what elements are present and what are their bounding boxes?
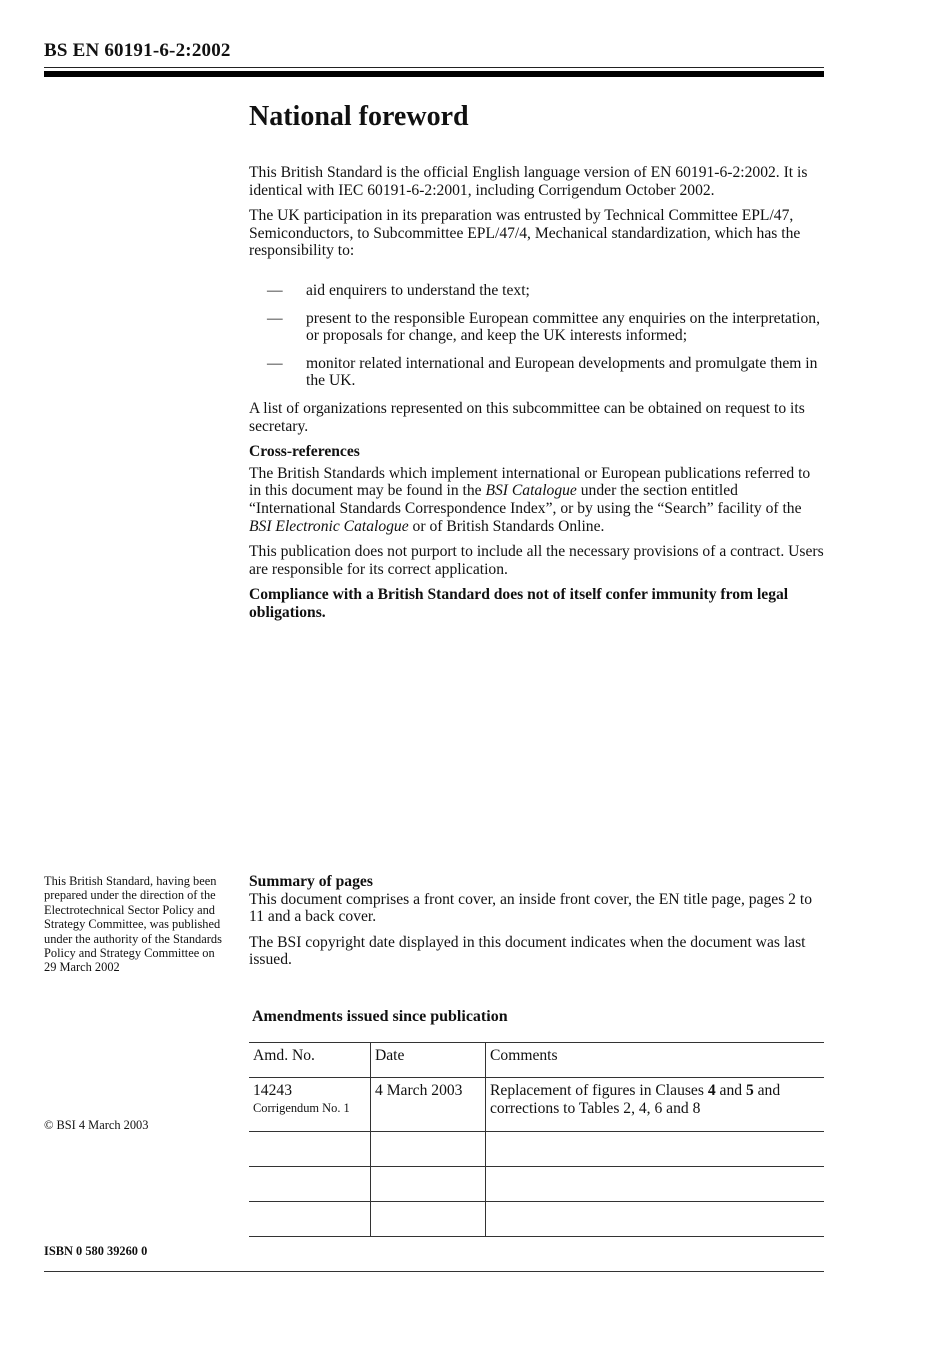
list-item — [249, 355, 824, 390]
comment-text: Replacement of figures in Clauses — [490, 1082, 708, 1099]
organizations-paragraph: A list of organizations represented on this subcommittee can be obtained on request to its secretary. — [249, 399, 805, 435]
empty-cell — [371, 1202, 486, 1237]
list-item — [249, 310, 824, 345]
empty-cell — [249, 1167, 371, 1202]
bsi-catalogue-title: BSI Catalogue — [485, 482, 577, 500]
footer-rule — [44, 1271, 824, 1272]
header-rule-thick — [44, 71, 824, 77]
amd-subtitle: Corrigendum No. 1 — [253, 1100, 350, 1115]
clause-number: 5 — [745, 1082, 754, 1099]
header-rule-thin — [44, 67, 824, 68]
list-item-text: monitor related international and European developments and promulgate them in the UK. — [306, 354, 818, 390]
empty-cell — [486, 1167, 825, 1202]
summary-heading: Summary of pages — [249, 873, 373, 890]
intro-paragraph-2: The UK participation in its preparation was entrusted by Technical Committee EPL/47, Semiconductors, to Subcommittee EPL/47/4, Mechanical standardization, which has the responsibility to: — [249, 207, 801, 260]
summary-paragraph-1: This document comprises a front cover, an inside front cover, the EN title page, pages 2 to 11 and a back cover. — [249, 890, 812, 926]
dash-bullet: — — [267, 354, 283, 372]
cross-ref-text: under the section entitled “International Standards Correspondence Index”, or by using the “Search” facility of the — [249, 482, 802, 517]
empty-cell — [371, 1132, 486, 1167]
amendments-title: Amendments issued since publication — [252, 1008, 508, 1025]
amd-number: 14243 — [253, 1082, 292, 1099]
cross-ref-text: The British Standards which implement international or European publications referred to in this document may be found in the — [249, 464, 811, 500]
table-row — [249, 1202, 824, 1237]
list-item — [249, 282, 824, 300]
list-item-text: aid enquirers to understand the text; — [306, 281, 530, 299]
clause-number: 4 — [707, 1082, 716, 1099]
date-cell: 4 March 2003 — [371, 1078, 486, 1132]
table-row — [249, 1078, 824, 1132]
table-row — [249, 1167, 824, 1202]
intro-paragraph-1: This British Standard is the official English language version of EN 60191-6-2:2002. It is identical with IEC 60191-6-2:2001, including Corrigendum October 2002. — [249, 164, 808, 199]
summary-paragraph-2: The BSI copyright date displayed in this document indicates when the document was last issued. — [249, 933, 806, 969]
approval-note: This British Standard, having been prepared under the direction of the Electrotechnical Sector Policy and Strategy Committee, was published under the authority of the Standards Policy and Strategy Committee on 29 March 2002 — [44, 874, 222, 975]
isbn: ISBN 0 580 39260 0 — [44, 1244, 148, 1258]
list-item-text: present to the responsible European committee any enquiries on the interpretation, or proposals for change, and keep the UK interests informed; — [306, 309, 820, 345]
foreword-body — [249, 164, 824, 629]
dash-bullet: — — [267, 281, 283, 299]
comments-cell — [486, 1078, 825, 1132]
copyright-note: © BSI 4 March 2003 — [44, 1118, 149, 1132]
cross-references-heading: Cross-references — [249, 443, 360, 461]
bsi-electronic-catalogue-title: BSI Electronic Catalogue — [249, 517, 409, 535]
compliance-statement: Compliance with a British Standard does not of itself confer immunity from legal obligations. — [249, 586, 789, 621]
comment-text: and — [715, 1082, 746, 1099]
contract-paragraph: This publication does not purport to include all the necessary provisions of a contract. Users are responsible for its correct application. — [249, 543, 824, 578]
column-header-comments: Comments — [486, 1043, 825, 1078]
empty-cell — [486, 1132, 825, 1167]
document-code: BS EN 60191-6-2:2002 — [44, 40, 231, 61]
comment-text: and corrections to Tables 2, 4, 6 and 8 — [490, 1082, 781, 1117]
responsibility-list — [249, 282, 824, 390]
column-header-date: Date — [371, 1043, 486, 1078]
cross-ref-text: or of British Standards Online. — [408, 517, 605, 535]
amd-no-cell — [249, 1078, 371, 1132]
page-title: National foreword — [249, 101, 469, 132]
empty-cell — [249, 1132, 371, 1167]
table-row — [249, 1132, 824, 1167]
empty-cell — [371, 1167, 486, 1202]
empty-cell — [249, 1202, 371, 1237]
dash-bullet: — — [267, 309, 283, 327]
amendments-table — [249, 1042, 824, 1237]
cross-references-paragraph — [249, 465, 824, 535]
empty-cell — [486, 1202, 825, 1237]
summary-section — [249, 873, 824, 977]
column-header-amd-no: Amd. No. — [249, 1043, 371, 1078]
